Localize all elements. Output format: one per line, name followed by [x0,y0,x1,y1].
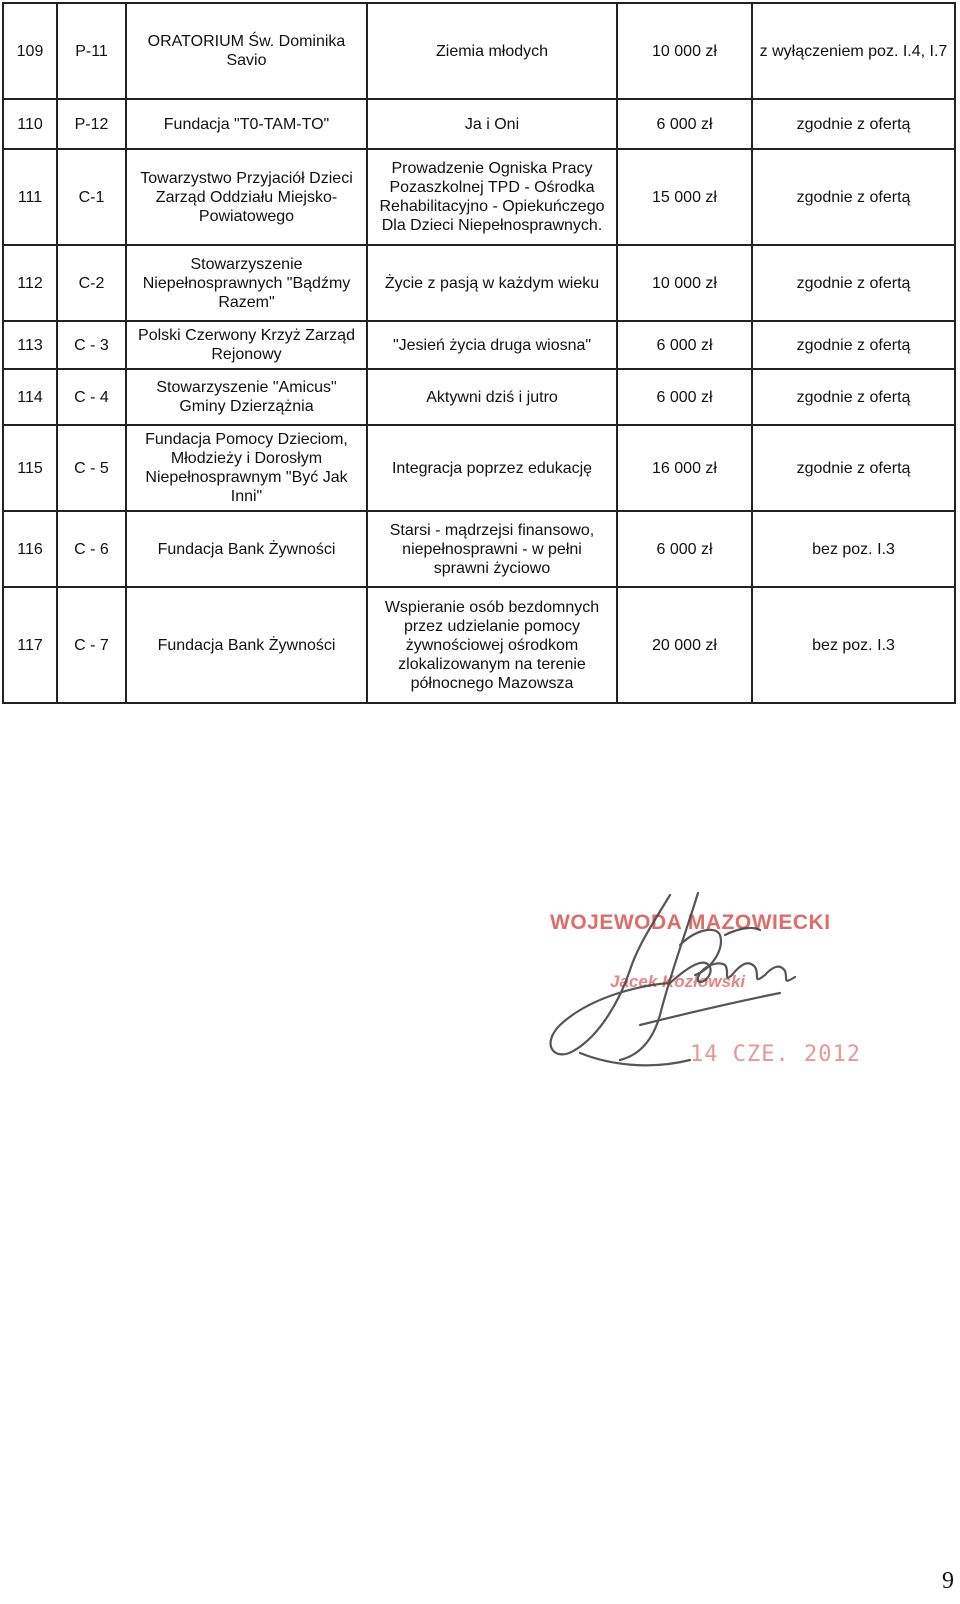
row-number: 114 [3,369,57,425]
row-number: 110 [3,99,57,149]
row-code: C - 5 [57,425,126,511]
grants-table [2,2,956,704]
grant-note: zgodnie z ofertą [752,149,955,245]
grant-note: zgodnie z ofertą [752,425,955,511]
row-number: 116 [3,511,57,587]
row-code: C-1 [57,149,126,245]
organization-name: Polski Czerwony Krzyż Zarząd Rejonowy [126,321,367,369]
table-row [3,99,955,149]
table-row [3,321,955,369]
grant-amount: 10 000 zł [617,245,752,321]
organization-name: ORATORIUM Św. Dominika Savio [126,3,367,99]
grant-amount: 16 000 zł [617,425,752,511]
row-code: C-2 [57,245,126,321]
row-code: P-11 [57,3,126,99]
table-row [3,511,955,587]
grant-amount: 10 000 zł [617,3,752,99]
task-title: Wspieranie osób bezdomnych przez udzielanie pomocy żywnościowej ośrodkom zlokalizowanym na terenie północnego Mazowsza [367,587,617,703]
organization-name: Towarzystwo Przyjaciół Dzieci Zarząd Oddziału Miejsko-Powiatowego [126,149,367,245]
signature-stamp [520,875,900,1175]
row-code: C - 3 [57,321,126,369]
row-code: C - 4 [57,369,126,425]
table-row [3,3,955,99]
grant-note: zgodnie z ofertą [752,245,955,321]
grant-note: zgodnie z ofertą [752,99,955,149]
organization-name: Fundacja "T0-TAM-TO" [126,99,367,149]
grant-amount: 15 000 zł [617,149,752,245]
task-title: Ziemia młodych [367,3,617,99]
grant-amount: 20 000 zł [617,587,752,703]
organization-name: Fundacja Bank Żywności [126,587,367,703]
row-number: 112 [3,245,57,321]
row-number: 115 [3,425,57,511]
task-title: "Jesień życia druga wiosna" [367,321,617,369]
table-row [3,369,955,425]
task-title: Prowadzenie Ogniska Pracy Pozaszkolnej TPD - Ośrodka Rehabilitacyjno - Opiekuńczego Dla Dzieci Niepełnosprawnych. [367,149,617,245]
row-code: C - 7 [57,587,126,703]
grant-amount: 6 000 zł [617,99,752,149]
grant-note: bez poz. I.3 [752,587,955,703]
stamp-name: Jacek Kozłowski [610,972,746,991]
grant-note: bez poz. I.3 [752,511,955,587]
table-row [3,149,955,245]
row-code: P-12 [57,99,126,149]
task-title: Ja i Oni [367,99,617,149]
task-title: Integracja poprzez edukację [367,425,617,511]
table-row [3,587,955,703]
task-title: Starsi - mądrzejsi finansowo, niepełnosprawni - w pełni sprawni życiowo [367,511,617,587]
grant-note: z wyłączeniem poz. I.4, I.7 [752,3,955,99]
row-number: 109 [3,3,57,99]
page-number: 9 [942,1568,954,1594]
grant-amount: 6 000 zł [617,511,752,587]
organization-name: Fundacja Bank Żywności [126,511,367,587]
table-row [3,245,955,321]
row-number: 117 [3,587,57,703]
task-title: Życie z pasją w każdym wieku [367,245,617,321]
grant-amount: 6 000 zł [617,321,752,369]
row-number: 111 [3,149,57,245]
organization-name: Stowarzyszenie Niepełnosprawnych "Bądźmy Razem" [126,245,367,321]
grant-note: zgodnie z ofertą [752,369,955,425]
stamp-date: 14 CZE. 2012 [690,1042,861,1067]
grant-note: zgodnie z ofertą [752,321,955,369]
row-number: 113 [3,321,57,369]
table-row [3,425,955,511]
organization-name: Fundacja Pomocy Dzieciom, Młodzieży i Dorosłym Niepełnosprawnym "Być Jak Inni" [126,425,367,511]
organization-name: Stowarzyszenie "Amicus" Gminy Dzierzążnia [126,369,367,425]
stamp-title: WOJEWODA MAZOWIECKI [550,911,831,934]
row-code: C - 6 [57,511,126,587]
task-title: Aktywni dziś i jutro [367,369,617,425]
grant-amount: 6 000 zł [617,369,752,425]
